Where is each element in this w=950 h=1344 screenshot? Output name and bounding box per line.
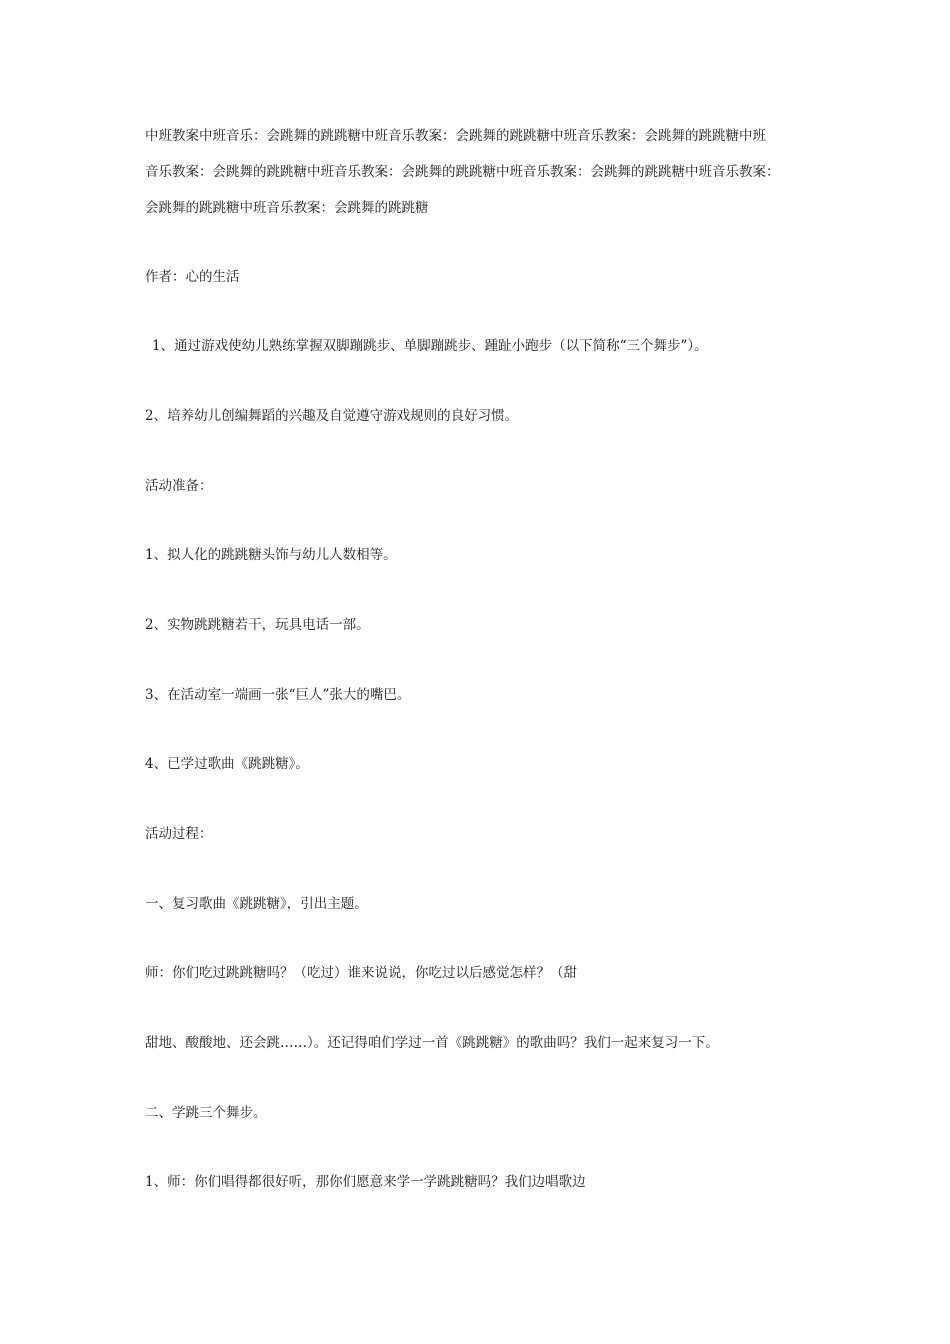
objective-2: 2、培养幼儿创编舞蹈的兴趣及自觉遵守游戏规则的良好习惯。 — [145, 408, 519, 424]
preparation-item-2: 2、实物跳跳糖若干，玩具电话一部。 — [145, 617, 370, 633]
preparation-item-1: 1、拟人化的跳跳糖头饰与幼儿人数相等。 — [145, 547, 397, 563]
teacher-dialogue-line-1: 师：你们吃过跳跳糖吗？（吃过）谁来说说，你吃过以后感觉怎样？（甜 — [145, 965, 577, 981]
process-step-1: 一、复习歌曲《跳跳糖》，引出主题。 — [145, 896, 368, 912]
section-heading-process: 活动过程： — [145, 826, 213, 842]
process-step-2: 二、学跳三个舞步。 — [145, 1105, 267, 1121]
author-line: 作者：心的生活 — [145, 269, 240, 285]
teacher-dialogue-line-2: 甜地、酸酸地、还会跳……）。还记得咱们学过一首《跳跳糖》的歌曲吗？我们一起来复习一下。 — [145, 1035, 719, 1051]
title-line-3: 会跳舞的跳跳糖中班音乐教案：会跳舞的跳跳糖 — [145, 200, 429, 216]
section-heading-preparation: 活动准备： — [145, 478, 213, 494]
title-line-2: 音乐教案：会跳舞的跳跳糖中班音乐教案：会跳舞的跳跳糖中班音乐教案：会跳舞的跳跳糖中班音乐教案： — [145, 164, 780, 180]
objective-1: 1、通过游戏使幼儿熟练掌握双脚蹦跳步、单脚蹦跳步、踵趾小跑步（以下简称“三个舞步”）。 — [152, 338, 708, 354]
title-line-1: 中班教案中班音乐：会跳舞的跳跳糖中班音乐教案：会跳舞的跳跳糖中班音乐教案：会跳舞的跳跳糖中班 — [145, 128, 766, 144]
preparation-item-4: 4、已学过歌曲《跳跳糖》。 — [145, 756, 309, 772]
process-step-2-item-1: 1、师：你们唱得都很好听，那你们愿意来学一学跳跳糖吗？我们边唱歌边 — [145, 1174, 586, 1190]
preparation-item-3: 3、在活动室一端画一张“巨人”张大的嘴巴。 — [145, 687, 411, 703]
